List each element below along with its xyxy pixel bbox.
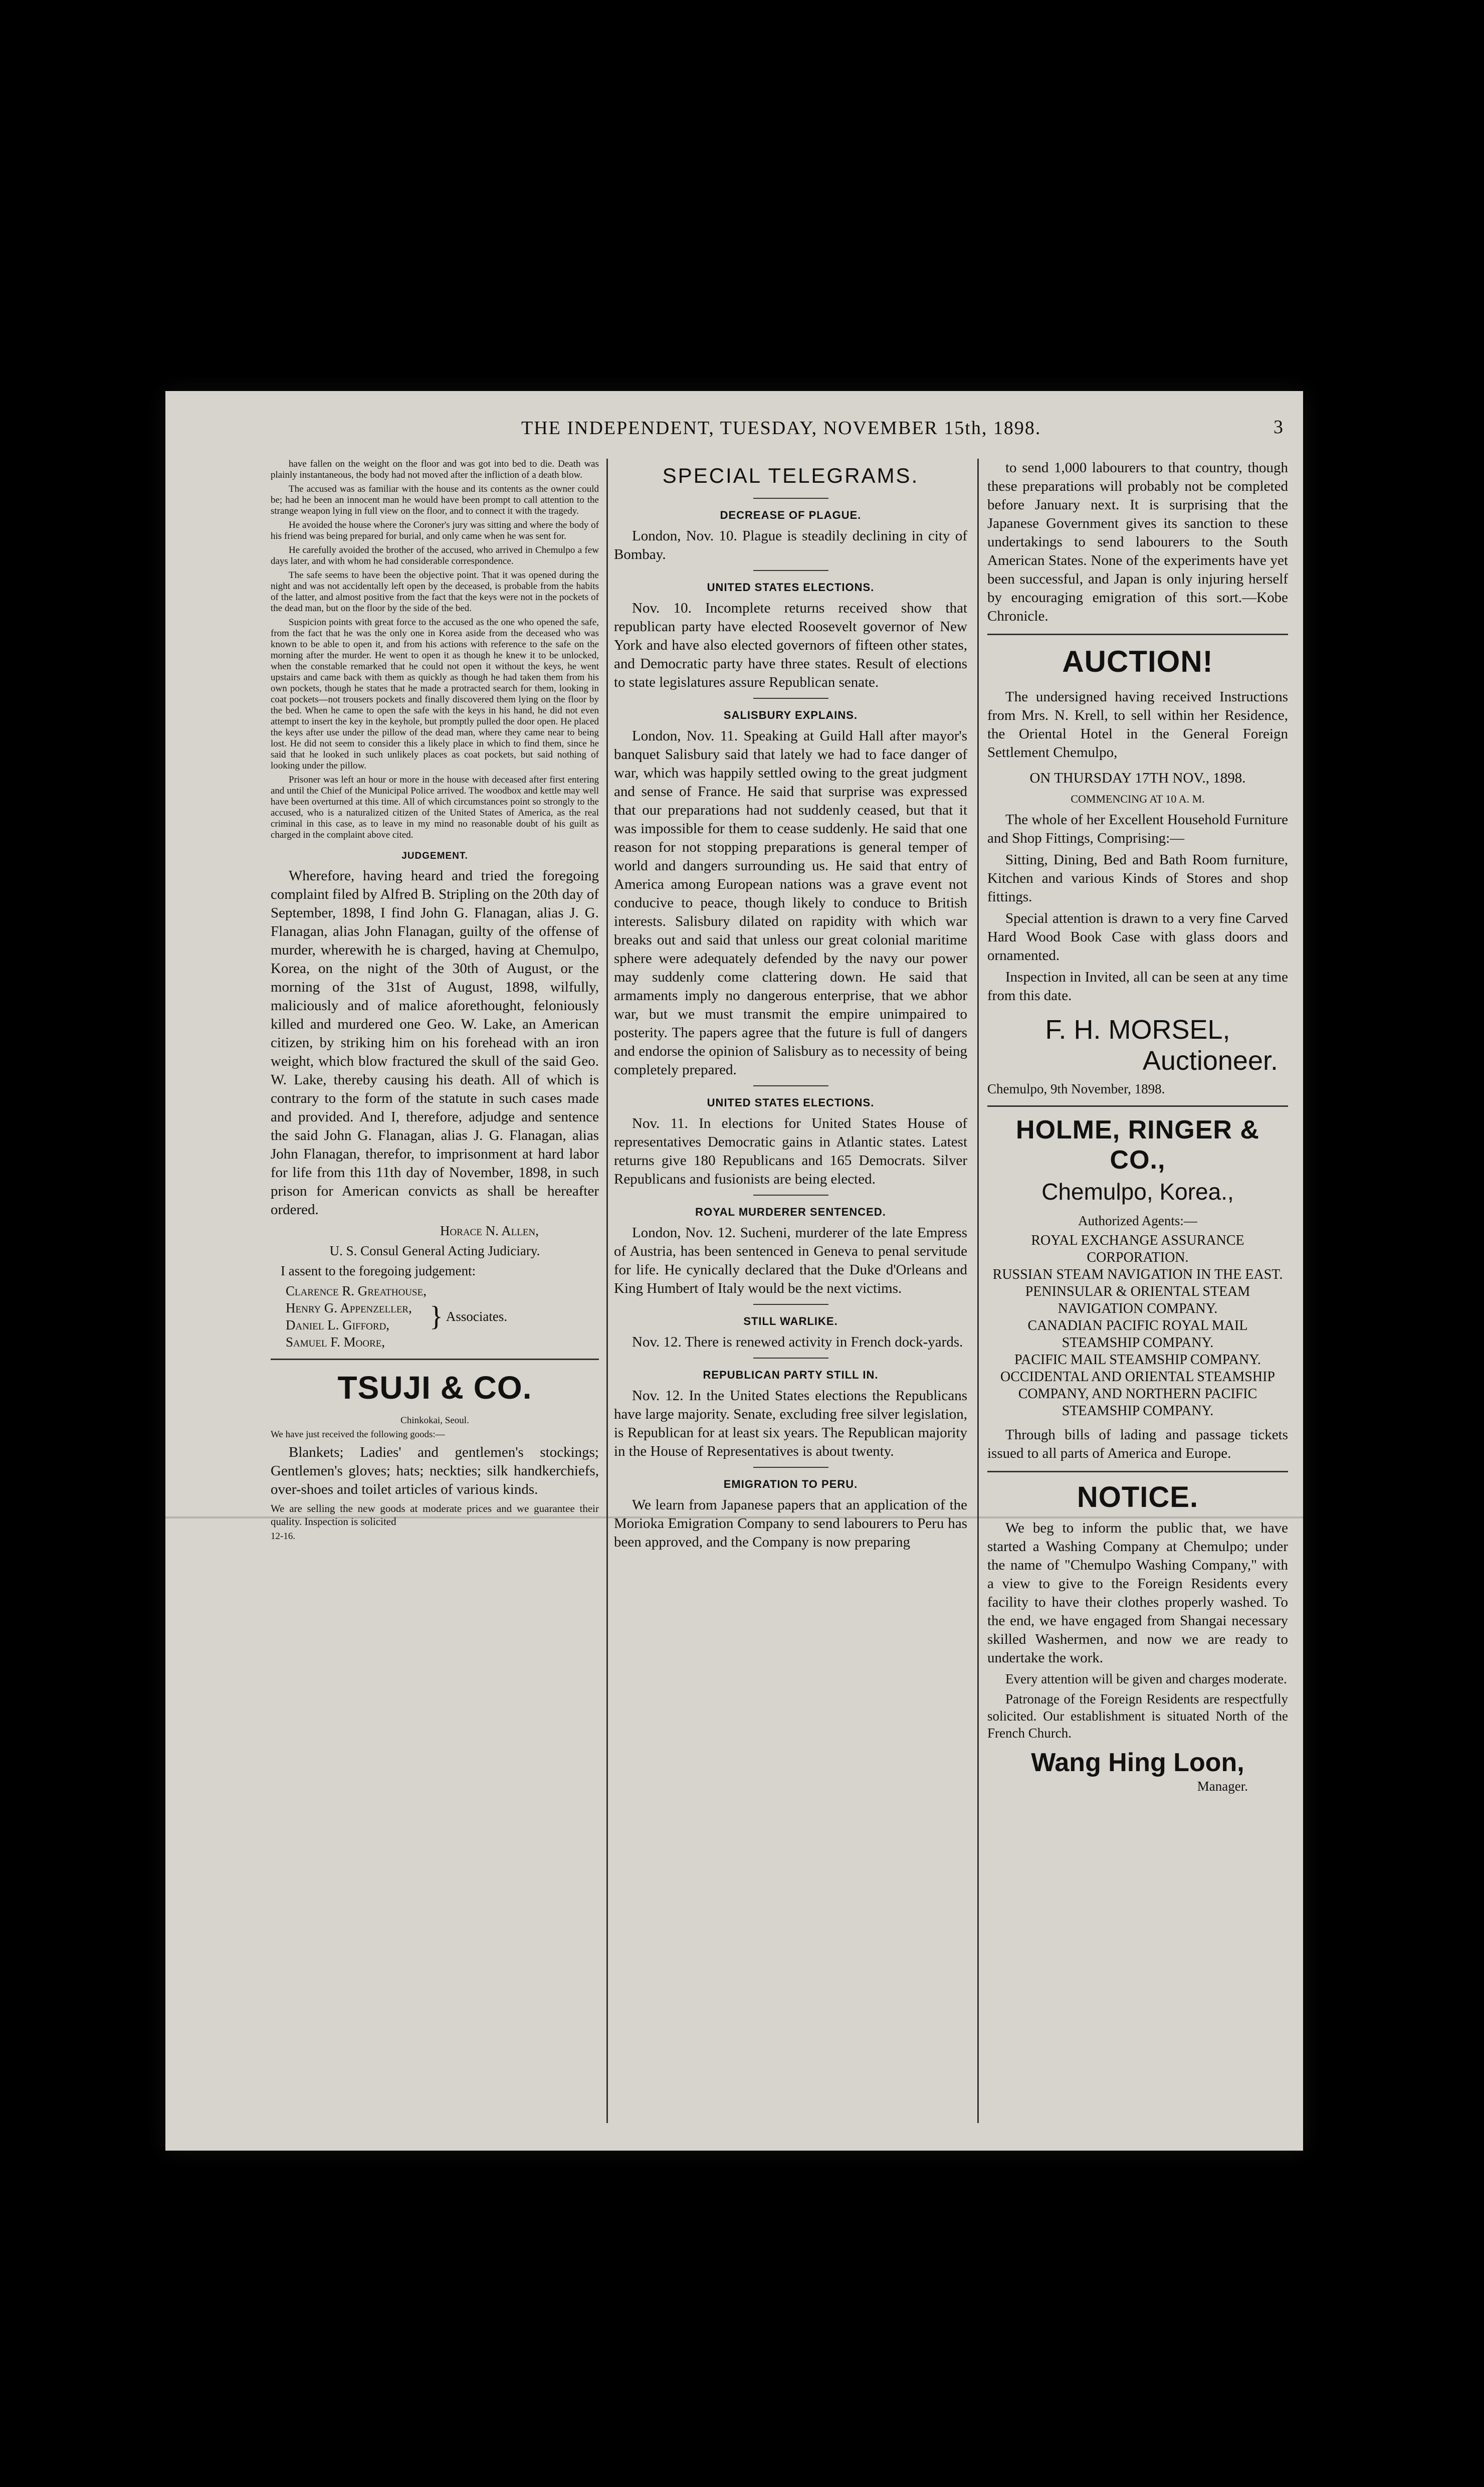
auctioneer-role: Auctioneer. [1142,1046,1278,1076]
column-three [987,459,1288,1795]
telegram-text: Nov. 12. There is renewed activity in French dock-yards. [632,1334,963,1350]
masthead-line: THE INDEPENDENT, TUESDAY, NOVEMBER 15th, 1898. [521,418,1041,439]
holme-title: HOLME, RINGER & CO., [1016,1115,1259,1175]
divider [753,1195,828,1196]
holme-ringer-advertisement [987,1115,1288,1463]
auctioneer-name: F. H. MORSEL, [1045,1015,1230,1045]
telegram-heading: EMIGRATION TO PERU. [723,1478,858,1490]
paragraph: have fallen on the weight on the floor and was got into bed to die. Death was plainly instantaneous, the body had not moved after the infliction of a death blow. [271,459,599,480]
agent-line: CANADIAN PACIFIC ROYAL MAIL STEAMSHIP COMPANY. [1027,1318,1248,1351]
paragraph: Prisoner was left an hour or more in the house with deceased after first entering and until the Chief of the Municipal Police arrived. The woodbox and kettle may well have been overturned at this time. All of which circumstances point so strongly to the accused, who is a naturalized citizen of the United States of America, as the real criminal in this case, as to leave in my mind no reasonable doubt of his guilt as charged in the complaint above cited. [271,775,599,840]
notice-patronage: Patronage of the Foreign Residents are respectfully solicited. Our establishment is situated North of the French Church. [987,1691,1288,1741]
telegram-text: London, Nov. 10. Plague is steadily declining in city of Bombay. [614,528,967,562]
tsuji-intro: We have just received the following goods:— [271,1429,445,1440]
paragraph: The accused was as familiar with the house and its contents as the owner could be; had he been an innocent man he would have been prompt to call attention to the strange weapon lying in full view on the floor, and to connect it with the tragedy. [271,484,599,516]
notice-title: NOTICE. [1077,1481,1199,1513]
divider [753,1085,828,1086]
telegram-text: Nov. 12. In the United States elections the Republicans have large majority. Senate, excluding free silver legislation, is Republican for at least six years. The Republican majority in the House of Representatives is about twenty. [614,1388,967,1459]
auction-date: ON THURSDAY 17TH NOV., 1898. [1029,770,1246,786]
holme-place: Chemulpo, Korea., [1041,1179,1234,1205]
telegram-text: We learn from Japanese papers that an application of the Morioka Emigration Company to send labourers to Peru has been approved, and the Company is now preparing [614,1497,967,1550]
telegram-heading: DECREASE OF PLAGUE. [720,509,862,521]
divider [753,698,828,699]
agent-line: ROYAL EXCHANGE ASSURANCE CORPORATION. [1031,1233,1244,1265]
telegram-heading: UNITED STATES ELECTIONS. [707,1096,875,1109]
divider [753,498,828,499]
auction-inspection: Inspection in Invited, all can be seen at any time from this date. [987,969,1288,1004]
divider [987,634,1288,635]
telegram-text: Nov. 11. In elections for United States House of representatives Democratic gains in Atlantic states. Latest returns give 180 Republicans and 165 Democrats. Silver Republicans and fusionists are being elected. [614,1115,967,1187]
divider [753,1358,828,1359]
paragraph: Suspicion points with great force to the accused as the one who opened the safe, from the fact that he was the only one in Korea aside from the deceased who was known to be able to open it, and from his actions with reference to the safe on the morning after the murder. He went to open it as though he knew it to be unlocked, when the constable remarked that he could not open it without the keys, he went upstairs and came back with them as quickly as though he had taken them from his own pockets, though he states that he made a protracted search for them, looking in coat pockets—not trousers pockets and finally discovered them lying on the floor by the bed. When he came to open the safe with the keys in his hand, he did not even attempt to insert the key in the keyhole, but promptly pulled the door open. He placed the keys after use under the pillow of the dead man, where they came near to being lost. He did not seem to consider this a likely place in which to find them, since he said that he looked in such unlikely places as coat pockets, but said nothing of looking under the pillow. [271,617,599,771]
divider [753,1304,828,1305]
column-rule [977,459,979,2123]
associate-name: Samuel F. Moore, [286,1334,385,1350]
auction-dateline: Chemulpo, 9th November, 1898. [987,1081,1165,1096]
telegram-heading: STILL WARLIKE. [743,1315,838,1327]
agent-line: RUSSIAN STEAM NAVIGATION IN THE EAST. [992,1267,1283,1282]
auction-intro: The undersigned having received Instructions from Mrs. N. Krell, to sell within her Residence, the Oriental Hotel in the General Foreign Settlement Chemulpo, [987,689,1288,760]
emigration-continued: to send 1,000 labourers to that country, though these preparations will probably not be completed before January next. It is surprising that the Japanese Government gives its sanction to these undertakings to send labourers to the South American States. None of the experiments have yet been successful, and Japan is only injuring herself by encouraging emigration of this sort.—Kobe Chronicle. [987,460,1288,624]
telegram-heading: ROYAL MURDERER SENTENCED. [695,1206,886,1218]
agent-line: OCCIDENTAL AND ORIENTAL STEAMSHIP COMPANY, AND NORTHERN PACIFIC STEAMSHIP COMPANY. [1000,1369,1275,1419]
signer-title: U. S. Consul General Acting Judiciary. [329,1243,540,1258]
holme-agents-label: Authorized Agents:— [1078,1213,1197,1228]
newspaper-page [165,391,1303,2151]
tsuji-title: TSUJI & CO. [337,1370,532,1406]
column-one [271,459,599,1545]
judgement-heading: JUDGEMENT. [401,851,468,861]
tsuji-note: We are selling the new goods at moderate prices and we guarantee their quality. Inspection is solicited [271,1502,599,1527]
telegram-heading: UNITED STATES ELECTIONS. [707,581,875,594]
divider [271,1359,599,1360]
tsuji-location: Chinkokai, Seoul. [400,1415,469,1426]
notice-body: We beg to inform the public that, we have started a Washing Company at Chemulpo; under the name of "Chemulpo Washing Company," with a view to give to the Foreign Residents every facility to have their clothes properly washed. To the end, we have engaged from Shangai necessary skilled Washermen, and now we are ready to undertake the work. [987,1520,1288,1666]
washing-company-role: Manager. [1197,1779,1248,1794]
associate-name: Clarence R. Greathouse, [286,1283,427,1298]
telegram-text: Nov. 10. Incomplete returns received show that republican party have elected Roosevelt governor of New York and have also elected governors of fifteen other states, and Democratic party have three states. Result of elections to state legislatures assure Republican senate. [614,600,967,690]
telegrams-title: SPECIAL TELEGRAMS. [662,464,919,487]
page-header [165,391,1303,446]
associate-name: Henry G. Appenzeller, [286,1300,412,1315]
divider [987,1105,1288,1107]
washing-notice [987,1480,1288,1795]
tsuji-code: 12-16. [271,1531,296,1542]
paragraph: The safe seems to have been the objective point. That it was opened during the night and was not accidentally left open by the deceased, is probable from the habits of the latter, and almost positive from the fact that the keys were not in the pockets of the dead man, but on the floor by the side of the bed. [271,570,599,614]
divider [987,1471,1288,1472]
assent-line: I assent to the foregoing judgement: [281,1263,476,1278]
divider [753,570,828,571]
telegram-text: London, Nov. 11. Speaking at Guild Hall after mayor's banquet Salisbury said that lately we had to face danger of war, which was happily settled owing to the great judgment and sense of France. He said that surprise was expressed that our preparations had not suddenly ceased, but that it was impossible for them to cease suddenly. He said that one reason for not stopping preparations is general temper of world and dangers surrounding us. He said that entry of America among European nations was a grave event not conducive to peace, though likely to conduce to British interests. Salisbury dilated on rapidity with which war breaks out and said that unless our great colonial maritime sphere were adequately defended by the navy our power may suddenly come clattering down. He said that armaments imply no dangerous enterprise, that we abhor war, but we must transmit the empire unimpaired to posterity. The papers agree that the future is full of dangers and endorse the opinion of Salisbury as to necessity of being completely prepared. [614,728,967,1078]
auction-list: Sitting, Dining, Bed and Bath Room furniture, Kitchen and various Kinds of Stores and shop fittings. [987,852,1288,905]
telegram-text: London, Nov. 12. Sucheni, murderer of the late Empress of Austria, has been sentenced in Geneva to penal servitude for life. He cynically declared that the Duke d'Orleans and King Humbert of Italy would be the next victims. [614,1225,967,1296]
judgement-text: Wherefore, having heard and tried the foregoing complaint filed by Alfred B. Stripling on the 20th day of September, 1898, I find John G. Flanagan, alias J. G. Flanagan, alias John Flanagan, guilty of the offense of murder, wherewith he is charged, having at Chemulpo, Korea, on the night of the 30th of August, or the morning of the 31st of August, 1898, wilfully, maliciously and of malice aforethought, feloniously killed and murdered one Geo. W. Lake, an American citizen, by striking him on his forehead with an iron weight, which blow fractured the skull of the said Geo. W. Lake, thereby causing his death. All of which is contrary to the form of the statute in such cases made and provided. And I, therefore, adjudge and sentence the said John G. Flanagan, alias J. G. Flanagan, alias John Flanagan, therefor, to imprisonment at hard labor for life from this 11th day of November, 1898, in such prison for American convicts as shall be hereafter ordered. [271,868,599,1218]
auction-time: COMMENCING AT 10 A. M. [1071,793,1205,805]
associate-name: Daniel L. Gifford, [286,1317,390,1332]
telegram-heading: SALISBURY EXPLAINS. [723,709,858,721]
signer-name: Horace N. Allen, [440,1223,539,1238]
auction-whole: The whole of her Excellent Household Furniture and Shop Fittings, Comprising:— [987,812,1288,846]
auction-special: Special attention is drawn to a very fine Carved Hard Wood Book Case with glass doors and ornamented. [987,910,1288,964]
divider [753,1467,828,1468]
trial-summary [271,459,599,841]
page-number: 3 [1274,417,1283,438]
agent-line: PACIFIC MAIL STEAMSHIP COMPANY. [1014,1352,1261,1368]
tsuji-advertisement [271,1369,599,1542]
notice-attention: Every attention will be given and charges moderate. [1005,1671,1287,1686]
paragraph: He avoided the house where the Coroner's jury was sitting and where the body of his friend was being prepared for burial, and only came when he was sent for. [271,520,599,541]
associates-label: Associates. [446,1309,508,1324]
brace-glyph: } [429,1301,443,1332]
telegram-heading: REPUBLICAN PARTY STILL IN. [703,1369,879,1381]
auction-title: AUCTION! [1062,645,1213,678]
associates-block [271,1282,599,1351]
column-two [614,459,967,1555]
column-rule [606,459,608,2123]
paragraph: He carefully avoided the brother of the accused, who arrived in Chemulpo a few days later, and with whom he had considerable correspondence. [271,545,599,566]
holme-tickets: Through bills of lading and passage tickets issued to all parts of America and Europe. [987,1427,1288,1461]
washing-company-name: Wang Hing Loon, [1031,1748,1244,1777]
agent-line: PENINSULAR & ORIENTAL STEAM NAVIGATION COMPANY. [1025,1284,1250,1316]
tsuji-goods: Blankets; Ladies' and gentlemen's stockings; Gentlemen's gloves; hats; neckties; silk handkerchiefs, over-shoes and toilet articles of various kinds. [271,1444,599,1497]
auction-advertisement [987,644,1288,1097]
